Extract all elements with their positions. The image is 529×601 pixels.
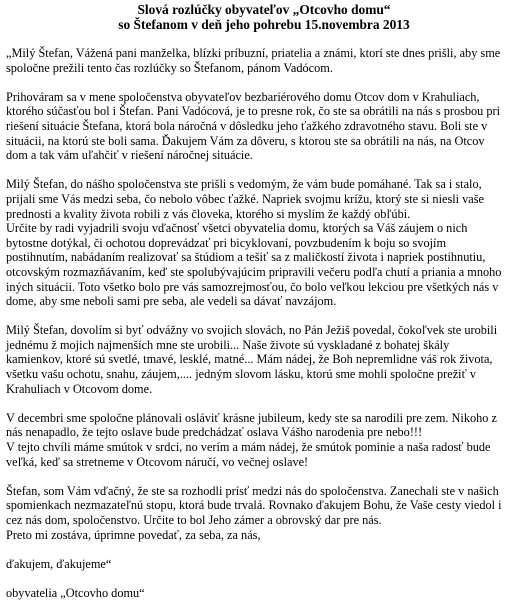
text-line: prijali sme Vás medzi seba, čo nebolo vôbec ťažké. Napriek svojmu krížu, ktorý ste si niesli vaše bbox=[6, 191, 484, 206]
text-line: Štefan, som Vám vďačný, že ste sa rozhodli prísť medzi nás do spoločenstva. Zanechali ste v našich bbox=[6, 483, 499, 498]
paragraph-greeting bbox=[6, 46, 522, 75]
text-line: situácii, na ktorú ste boli sama. Ďakujem Vám za dôveru, s ktorou ste sa obrátili na nás, na Otcov bbox=[6, 133, 485, 148]
paragraph-gratitude bbox=[6, 484, 522, 542]
paragraph-december bbox=[6, 411, 522, 469]
text-line: spoločne prežili tento čas rozlúčky so Štefanom, pánom Vadócom. bbox=[6, 60, 333, 75]
text-line: jednému ž mojich najmenších mne ste urobili... Naše živote sú vyskladané z bohatej škály bbox=[6, 337, 450, 352]
title-line-2: so Štefanom v deň jeho pohrebu 15.novembra 2013 bbox=[118, 17, 410, 32]
document-title bbox=[6, 2, 522, 32]
text-line: iných situácii. Toto všetko bolo pre vás samozrejmosťou, čo bolo veľkou lekciou pre všetkých nás v bbox=[6, 279, 499, 294]
text-line: Prihováram sa v mene spoločenstva obyvateľov bezbariérového domu Otcov dom v Krahuliach, bbox=[6, 89, 480, 104]
paragraph-community bbox=[6, 177, 522, 308]
text-line: bytostne dotýkal, či ochotou doprevádzať pri bicyklovaní, povzbudením k boju so svojím bbox=[6, 235, 447, 250]
text-line: Určite by radi vyjadrili svoju vďačnosť všetci obyvatelia domu, ktorých sa Váš záujem o nich bbox=[6, 221, 468, 236]
text-line: ďakujem, ďakujeme“ bbox=[6, 556, 112, 571]
text-line: spomienkach nezmazateľnú stopu, ktorá bude trvalá. Rovnako ďakujem Bohu, že Vaše cesty viedol i bbox=[6, 498, 502, 513]
text-line: „Milý Štefan, Vážená pani manželka, blízki príbuzní, priatelia a známi, ktorí ste dnes prišli, aby sme bbox=[6, 46, 501, 60]
document-body bbox=[6, 46, 522, 601]
text-line: Milý Štefan, do nášho spoločenstva ste prišli s vedomým, že vám bude pomáhané. Tak sa i stalo, bbox=[6, 177, 482, 192]
text-line: ktorého súčasťou bol i Štefan. Pani Vadócová, je to presne rok, čo ste sa obrátili na nás s prosbou pri bbox=[6, 104, 501, 119]
title-line-1: Slová rozlúčky obyvateľov „Otcovho domu“ bbox=[137, 2, 391, 17]
text-line: dome, aby sme neboli sami pre seba, ale vedeli sa dávať navzájom. bbox=[6, 294, 337, 309]
signature-line: obyvatelia „Otcovho domu“ bbox=[6, 585, 145, 600]
paragraph-thanks bbox=[6, 557, 522, 572]
text-line: Preto mi zostáva, úprimne povedať, za seba, za nás, bbox=[6, 527, 261, 542]
text-line: V tejto chvíli máme smútok v srdci, no verím a mám nádej, že smútok pominie a naša radosť bude bbox=[6, 440, 491, 455]
text-line: nás nenapadlo, že tejto oslave bude predchádzať oslava Vášho narodenia pre nebo!!! bbox=[6, 425, 423, 440]
text-line: postihnutím, nabádaním realizovať sa štúdiom a tešiť sa z maličkostí života i napriek postihnutiu, bbox=[6, 250, 486, 265]
text-line: V decembri sme spoločne plánovali osláviť krásne jubileum, kedy ste sa narodili pre zem. Nikoho z bbox=[6, 410, 497, 425]
text-line: riešení situácie Štefana, ktorá bola náročná v dôsledku jeho ťažkého zdravotného stavu. Boli ste v bbox=[6, 118, 488, 133]
paragraph-introduction bbox=[6, 90, 522, 163]
text-line: Milý Štefan, dovolím si byť odvážny vo svojich slovách, no Pán Ježiš povedal, čokoľvek ste urobili bbox=[6, 323, 498, 338]
paragraph-signature bbox=[6, 586, 522, 601]
text-line: cez nás dom, spoločenstvo. Určite to bol Jeho zámer a obrovský dar pre nás. bbox=[6, 513, 382, 527]
text-line: dom a tak vám uľahčiť v riešení náročnej situácie. bbox=[6, 148, 253, 163]
text-line: prednosti a kvality života robili z vás človeka, ktorého si myslím že každý obľúbi. bbox=[6, 206, 411, 221]
text-line: otcovským rozmazňávaním, keď ste spolubývajúcim pripravili večeru podľa chutí a priania a mnoho bbox=[6, 264, 502, 279]
text-line: veľká, keď sa stretneme v Otcovom náručí, vo večnej oslave! bbox=[6, 454, 309, 469]
text-line: kamienkov, ktoré sú svetlé, tmavé, lesklé, matné... Mám nádej, že Boh nepremlidne váš rok života, bbox=[6, 352, 493, 367]
text-line: všetku vašu ochotu, snahu, záujem,.... jedným slovom lásku, ktorú sme mohli spoločne prežiť v bbox=[6, 367, 477, 382]
paragraph-faith bbox=[6, 323, 522, 396]
text-line: Krahuliach v Otcovom dome. bbox=[6, 381, 153, 396]
